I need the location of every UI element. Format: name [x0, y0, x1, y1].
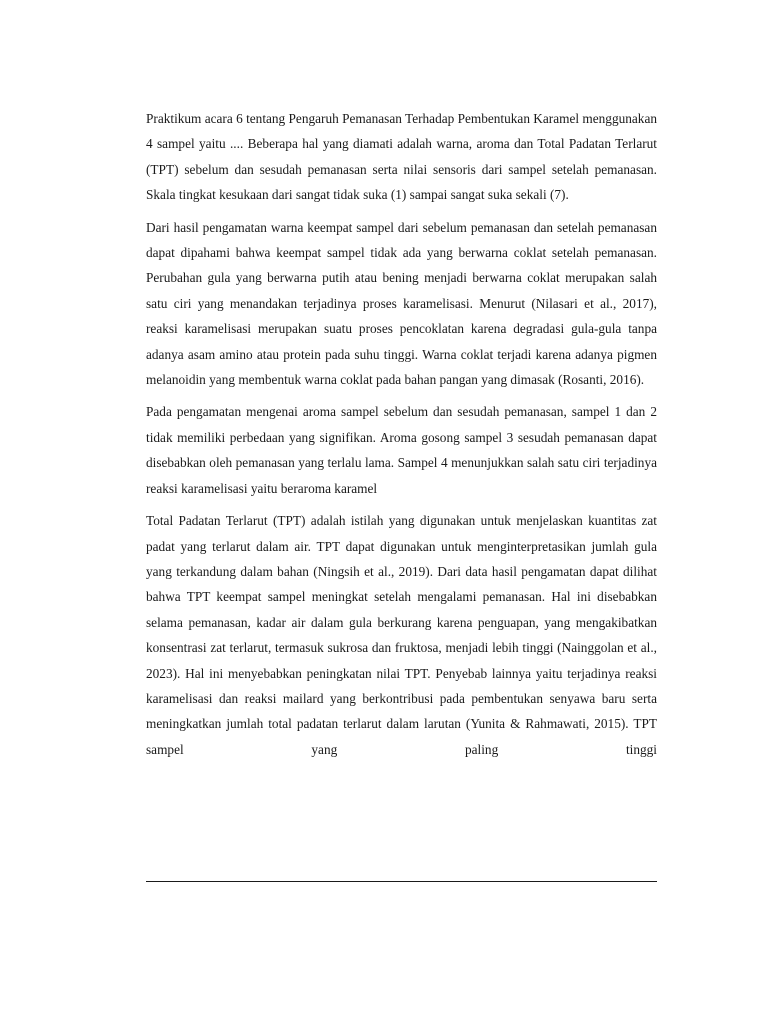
paragraph-intro: Praktikum acara 6 tentang Pengaruh Pemanasan Terhadap Pembentukan Karamel menggunakan 4 sampel yaitu .... Beberapa hal yang diamati adalah warna, aroma dan Total Padatan Terlarut (TPT) sebelum dan sesudah pemanasan serta nilai sensoris dari sampel setelah pemanasan. Skala tingkat kesukaan dari sangat tidak suka (1) sampai sangat suka sekali (7).	[146, 111, 657, 203]
paragraph-tpt-observation: Total Padatan Terlarut (TPT) adalah istilah yang digunakan untuk menjelaskan kuantitas zat padat yang terlarut dalam air. TPT dapat digunakan untuk menginterpretasikan jumlah gula yang terkandung dalam bahan (Ningsih et al., 2019). Dari data hasil pengamatan dapat dilihat bahwa TPT keempat sampel meningkat setelah mengalami pemanasan. Hal ini disebabkan selama pemanasan, kadar air dalam gula berkurang karena penguapan, yang mengakibatkan konsentrasi zat terlarut, termasuk sukrosa dan fruktosa, menjadi lebih tinggi (Nainggolan et al., 2023). Hal ini menyebabkan peningkatan nilai TPT. Penyebab lainnya yaitu terjadinya reaksi karamelisasi dan reaksi mailard yang berkontribusi pada pembentukan senyawa baru serta meningkatkan jumlah total padatan terlarut dalam larutan (Yunita & Rahmawati, 2015). TPT sampel yang paling tinggi	[146, 513, 657, 757]
document-body	[146, 106, 657, 769]
footnote-separator-line	[146, 881, 657, 882]
paragraph-color-observation: Dari hasil pengamatan warna keempat sampel dari sebelum pemanasan dan setelah pemanasan dapat dipahami bahwa keempat sampel tidak ada yang berwarna coklat setelah pemanasan. Perubahan gula yang berwarna putih atau bening menjadi berwarna coklat merupakan salah satu ciri yang menandakan terjadinya proses karamelisasi. Menurut (Nilasari et al., 2017), reaksi karamelisasi merupakan suatu proses pencoklatan karena degradasi gula-gula tanpa adanya asam amino atau protein pada suhu tinggi. Warna coklat terjadi karena adanya pigmen melanoidin yang membentuk warna coklat pada bahan pangan yang dimasak (Rosanti, 2016).	[146, 219, 657, 388]
paragraph-aroma-observation: Pada pengamatan mengenai aroma sampel sebelum dan sesudah pemanasan, sampel 1 dan 2 tidak memiliki perbedaan yang signifikan. Aroma gosong sampel 3 sesudah pemanasan dapat disebabkan oleh pemanasan yang terlalu lama. Sampel 4 menunjukkan salah satu ciri terjadinya reaksi karamelisasi yaitu beraroma karamel	[146, 404, 657, 496]
